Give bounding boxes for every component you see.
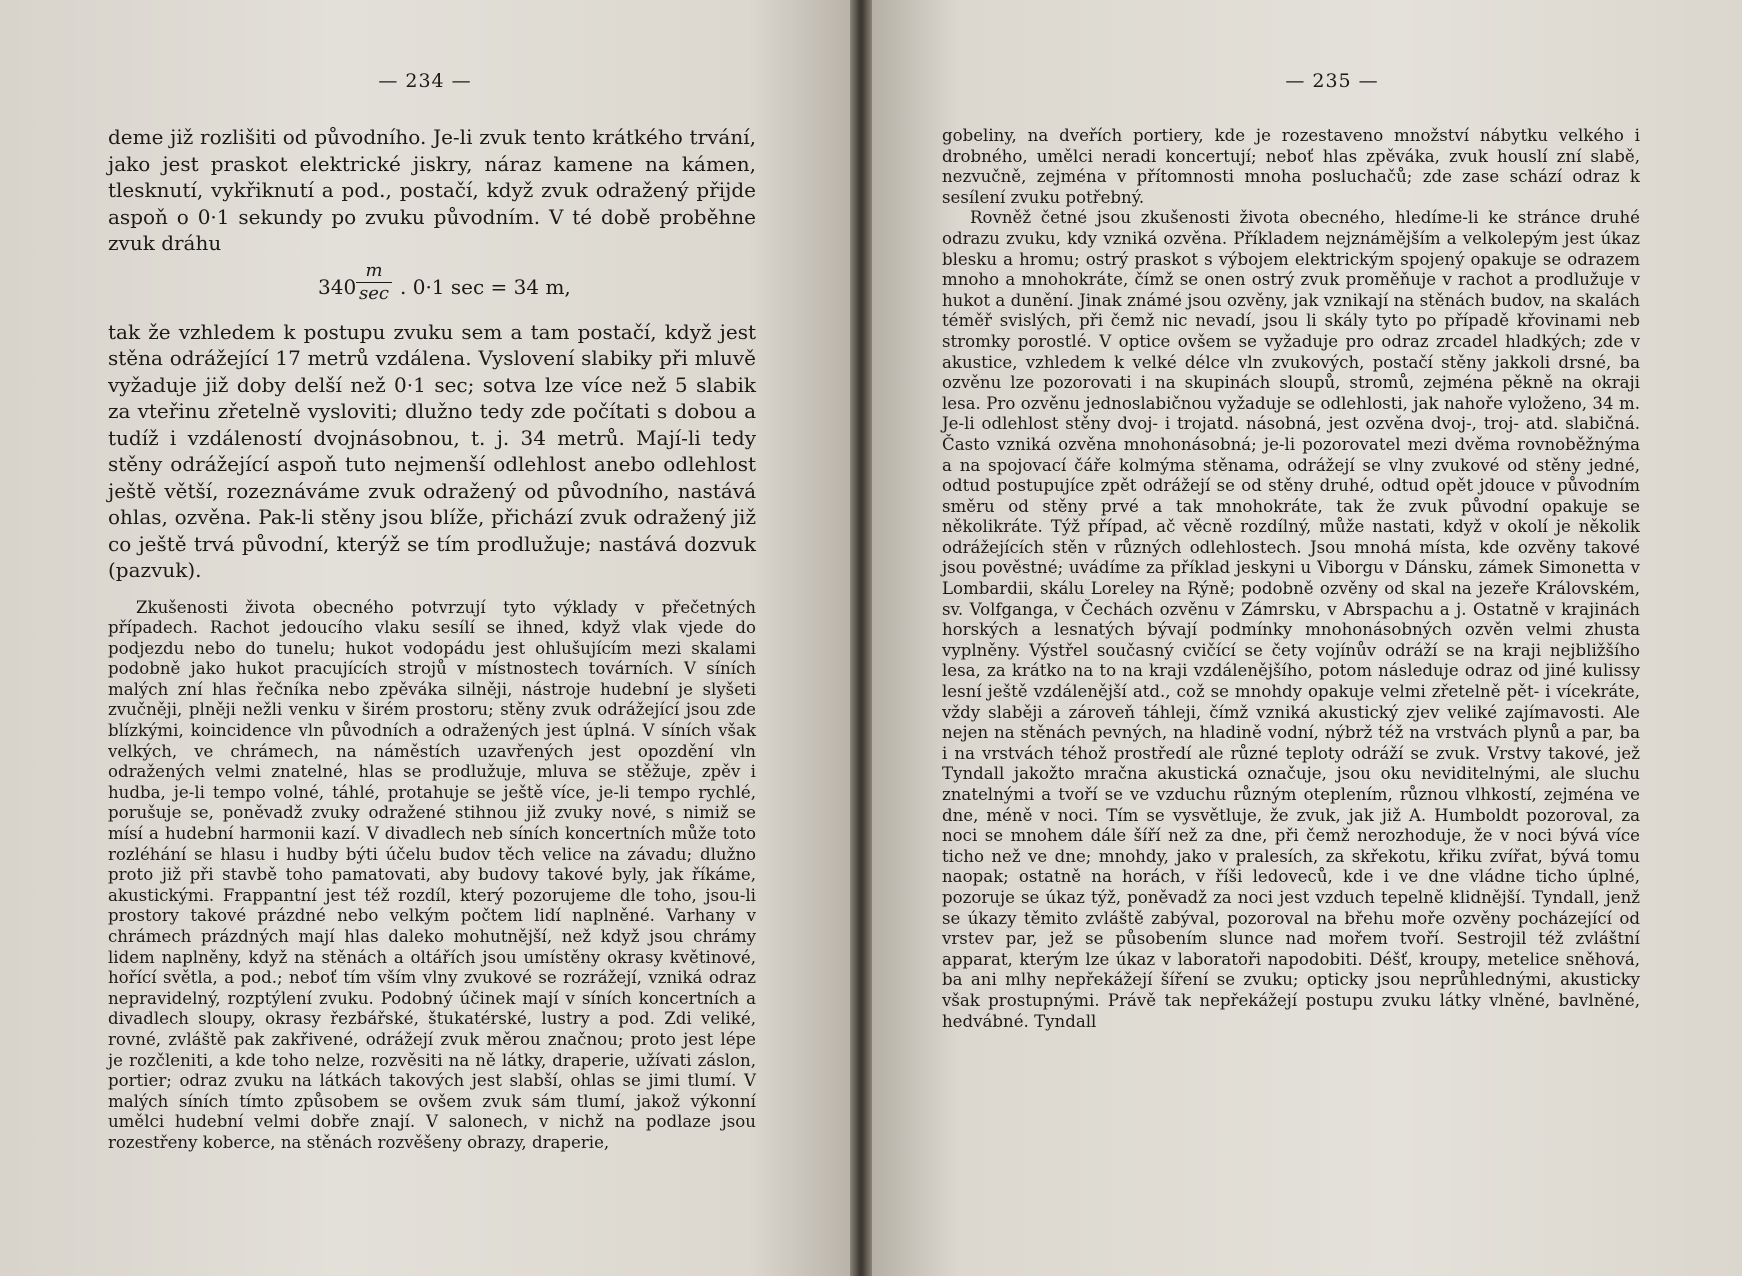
page-number: — 234 — xyxy=(378,70,472,92)
formula-numerator: m xyxy=(365,259,383,281)
paragraph: Zkušenosti života obecného potvrzují tyto výklady v přečetných případech. Rachot jedoucího vlaku sesílí se ihned, když vlak vjede do podjezdu nebo do tunelu; hukot vodopádu jest ohlušujícím mezi skalami podobně jako hukot pracujících strojů v místnostech továrních. V síních malých zní hlas řečníka nebo zpěváka silněji, nástroje hudební je slyšeti zvučněji, plněji nežli venku v širém prostoru; stěny zvuk odrážející jsou zde blízkými, koincidence vln původních a odražených jest úplná. V síních však velkých, ve chrámech, na náměstích uzavřených jest opozdění vln odražených velmi znatelné, hlas se prodlužuje, mluva se stěžuje, zpěv i hudba, je-li tempo volné, táhlé, protahuje se ještě více, je-li tempo rychlé, porušuje se, poněvadž zvuky odražené stihnou již zvuky nové, s nimiž se mísí a hudební harmonii kazí. V divadlech neb síních koncertních může toto rozléhání se hlasu i hudby býti účelu budov těch velice na závadu; dlužno proto již při stavbě toho pamatovati, aby budovy takové byly, jak říkáme, akustickými. Frappantní jest též rozdíl, který pozorujeme dle toho, jsou-li prostory takové prázdné nebo velkým počtem lidí naplněné. Varhany v chrámech prázdných mají hlas daleko mohutnější, než když jsou chrámy lidem naplněny, když na stěnách a oltářích jsou umístěny okrasy květinové, hořící světla, a pod.; neboť tím vším vlny zvukové se rozrážejí, vzniká odraz nepravidelný, rozptýlení zvuku. Podobný účinek mají v síních koncertních a divadlech sloupy, okrasy řezbářské, štukatérské, lustry a pod. Zdi veliké, rovné, zvláště pak zakřivené, odrážejí zvuk měrou značnou; proto jest lépe je rozčleniti, a kde toho nelze, rozvěsiti na ně látky, draperie, užívati záslon, portier; odraz zvuku na látkách takových jest slabší, ohlas se jimi tlumí. V malých síních tímto způsobem se ovšem zvuk sám tlumí, jakož výkonní umělci hudební velmi dobře znají. V salonech, v nichž na podlaze jsou rozestřeny koberce, na stěnách rozvěšeny obrazy, draperie, xyxy=(108,597,756,1152)
main-text xyxy=(108,319,756,584)
formula xyxy=(108,257,756,319)
formula-denominator: sec xyxy=(359,282,389,304)
formula-rest: . 0·1 sec = 34 m, xyxy=(400,274,571,299)
formula-fraction xyxy=(356,261,392,304)
formula-coefficient: 340 xyxy=(318,274,357,299)
left-page xyxy=(0,0,850,1276)
paragraph: tak že vzhledem k postupu zvuku sem a tam postačí, když jest stěna odrážející 17 metrů vzdálena. Vyslovení slabiky při mluvě vyžaduje již doby delší než 0·1 sec; sotva lze více než 5 slabik za vteřinu zřetelně vysloviti; dlužno tedy zde počítati s dobou a tudíž i vzdáleností dvojnásobnou, t. j. 34 metrů. Mají-li tedy stěny odrážející aspoň tuto nejmenší odlehlost anebo odlehlost ještě větší, rozeznáváme zvuk odražený od původního, nastává ohlas, ozvěna. Pak-li stěny jsou blíže, přichází zvuk odražený již co ještě trvá původní, kterýž se tím prodlužuje; nastává dozvuk (pazvuk). xyxy=(108,319,756,582)
small-print-text xyxy=(108,598,756,1154)
page-body xyxy=(108,124,756,1154)
page-body xyxy=(942,126,1640,1032)
intro-text xyxy=(108,124,756,257)
page-number: — 235 — xyxy=(1285,70,1379,92)
paragraph: gobeliny, na dveřích portiery, kde je rozestaveno množství nábytku velkého i drobného, umělci neradi koncertují; neboť hlas zpěváka, zvuk houslí zní slabě, nezvučně, zejména v přítomnosti mnoha posluchačů; zde zase schází odraz k sesílení zvuku potřebný. xyxy=(942,126,1640,207)
book-gutter xyxy=(850,0,872,1276)
paragraph: deme již rozlišiti od původního. Je-li zvuk tento krátkého trvání, jako jest praskot elektrické jiskry, náraz kamene na kámen, tlesknutí, vykřiknutí a pod., postačí, když zvuk odražený přijde aspoň o 0·1 sekundy po zvuku původním. V té době proběhne zvuk dráhu xyxy=(108,125,756,255)
paragraph: Rovněž četné jsou zkušenosti života obecného, hledíme-li ke stránce druhé odrazu zvuku, kdy vzniká ozvěna. Příkladem nejznámějším a velkolepým jest úkaz blesku a hromu; ostrý praskot s výbojem elektrickým spojený opakuje se odrazem mnoho a mnohokráte, čímž se onen ostrý zvuk proměňuje v rachot a prodlužuje v hukot a dunění. Jinak známé jsou ozvěny, jak vznikají na stěnách budov, na skalách téměř svislých, při čemž nic nevadí, jsou li skály tyto po případě křovinami neb stromky porostlé. V optice ovšem se vyžaduje pro odraz zrcadel hladkých; zde v akustice, vzhledem k velké délce vln zvukových, postačí stěny jakkoli drsné, ba ozvěnu lze pozorovati i na skupinách sloupů, stromů, zejména pěkně na okraji lesa. Pro ozvěnu jednoslabičnou vyžaduje se odlehlosti, jak nahoře vyloženo, 34 m. Je-li odlehlost stěny dvoj- i trojatd. násobná, jest ozvěna dvoj-, troj- atd. slabičná. Často vzniká ozvěna mnohonásobná; je-li pozorovatel mezi dvěma rovnoběžnýma a na spojovací čáře kolmýma stěnama, odrážejí se vlny zvukové od stěny jedné, odtud postupujíce zpět odrážejí se od stěny druhé, odtud opět jdouce v původním směru od stěny prvé a tak mnohokráte, tak že zvuk původní opakuje se několikráte. Týž případ, ač věcně rozdílný, může nastati, když v okolí je několik odrážejících stěn v různých odlehlostech. Jsou mnohá místa, kde ozvěny takové jsou pověstné; uvádíme za příklad jeskyni u Viborgu v Dánsku, zámek Simonetta v Lombardii, skálu Loreley na Rýně; podobně ozvěny od skal na jezeře Královském, sv. Volfganga, v Čechách ozvěnu v Zámrsku, v Abrspachu a j. Ostatně v krajinách horských a lesnatých bývají podmínky mnohonásobných ozvěn velmi zhusta vyplněny. Výstřel současný cvičící se čety vojínův odráží se na kraji nejbližšího lesa, za krátko na to na kraji vzdálenějšího, potom následuje odraz od jiné kulissy lesní ještě vzdálenější atd., což se mnohdy opakuje velmi zřetelně pět- i vícekráte, vždy slaběji a zároveň táhleji, čímž vzniká akustický zjev veliké zajímavosti. Ale nejen na stěnách pevných, na hladině vodní, nýbrž též na vrstvách plynů a par, ba i na vrstvách téhož prostředí ale různé teploty odráží se zvuk. Vrstvy takové, jež Tyndall jakožto mračna akustická označuje, jsou oku neviditelnými, ale sluchu znatelnými a tvoří se ve vzduchu různým oteplením, různou vlhkostí, zejména ve dne, méně v noci. Tím se vysvětluje, že zvuk, jak již A. Humboldt pozoroval, za noci se mnohem dále šíří než za dne, při čemž nerozhoduje, že v noci bývá více ticho než ve dne; mnohdy, jako v pralesích, za skřekotu, křiku zvířat, bývá tomu naopak; ostatně na horách, v říši ledoveců, kde i ve dne vládne ticho úplné, pozoruje se úkaz týž, poněvadž za noci jest vzduch tepelně klidnější. Tyndall, jenž se úkazy těmito zvláště zabýval, pozoroval na břehu moře ozvěny pocházející od vrstev par, jež se působením slunce nad mořem tvoří. Sestrojil též zvláštní apparat, kterým lze úkaz v laboratoři napodobiti. Déšť, kroupy, metelice sněhová, ba ani mlhy nepřekážejí šíření se zvuku; opticky jsou neprůhlednými, akusticky však prostupnými. Právě tak nepřekážejí postupu zvuku látky vlněné, bavlněné, hedvábné. Tyndall xyxy=(942,208,1640,1031)
right-page xyxy=(872,0,1742,1276)
